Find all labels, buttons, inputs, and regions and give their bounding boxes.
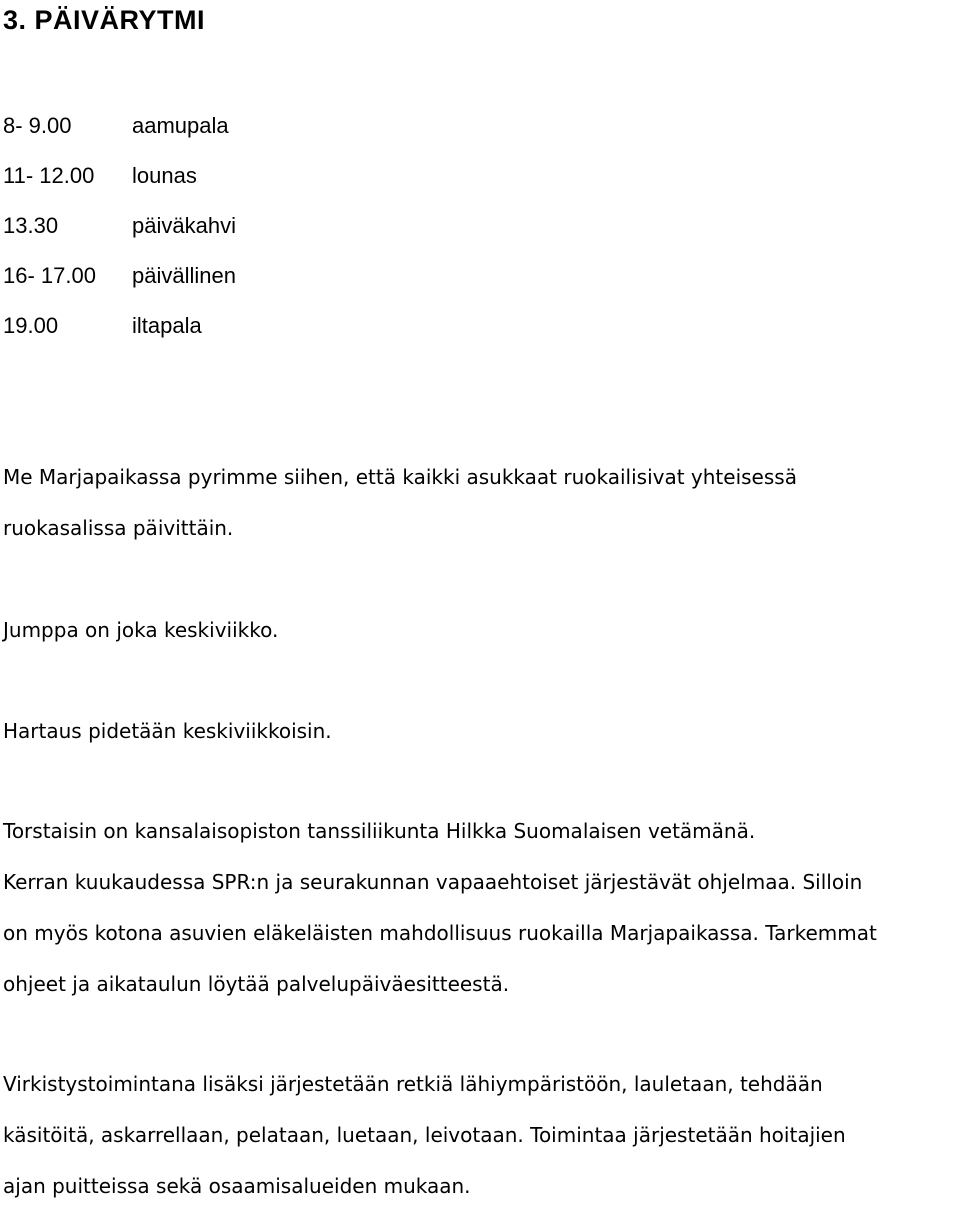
paragraph-line: ruokasalissa päivittäin. <box>3 516 234 540</box>
schedule-time: 13.30 <box>3 213 59 238</box>
paragraph-line: Me Marjapaikassa pyrimme siihen, että kaikki asukkaat ruokailisivat yhteisessä <box>3 465 797 489</box>
activities-paragraph <box>3 806 877 1010</box>
schedule-row <box>3 308 603 344</box>
schedule-meal: iltapala <box>132 313 202 338</box>
schedule-meal: päivällinen <box>132 263 236 288</box>
gym-paragraph <box>3 605 278 656</box>
schedule-meal: lounas <box>132 163 197 188</box>
paragraph-line: Virkistystoimintana lisäksi järjestetään retkiä lähiympäristöön, lauletaan, tehdään <box>3 1072 823 1096</box>
meals-paragraph <box>3 452 797 554</box>
paragraph-line: Hartaus pidetään keskiviikkoisin. <box>3 719 332 743</box>
paragraph-line: käsitöitä, askarrellaan, pelataan, luetaan, leivotaan. Toimintaa järjestetään hoitajien <box>3 1123 846 1147</box>
paragraph-line: on myös kotona asuvien eläkeläisten mahdollisuus ruokailla Marjapaikassa. Tarkemmat <box>3 921 877 945</box>
recreation-paragraph <box>3 1059 846 1212</box>
section-heading: 3. PÄIVÄRYTMI <box>3 5 206 35</box>
schedule-row <box>3 158 603 194</box>
schedule-time: 8- 9.00 <box>3 113 72 138</box>
paragraph-line: Kerran kuukaudessa SPR:n ja seurakunnan vapaaehtoiset järjestävät ohjelmaa. Silloin <box>3 870 863 894</box>
schedule-meal: päiväkahvi <box>132 213 236 238</box>
schedule-time: 16- 17.00 <box>3 263 96 288</box>
schedule-meal: aamupala <box>132 113 229 138</box>
paragraph-line: Torstaisin on kansalaisopiston tanssiliikunta Hilkka Suomalaisen vetämänä. <box>3 819 756 843</box>
schedule-time: 19.00 <box>3 313 59 338</box>
devotion-paragraph <box>3 706 332 757</box>
schedule-row <box>3 208 603 244</box>
schedule-row <box>3 108 603 144</box>
paragraph-line: ajan puitteissa sekä osaamisalueiden mukaan. <box>3 1174 471 1198</box>
schedule-time: 11- 12.00 <box>3 163 95 188</box>
paragraph-line: Jumppa on joka keskiviikko. <box>3 618 279 642</box>
schedule-row <box>3 258 603 294</box>
paragraph-line: ohjeet ja aikataulun löytää palvelupäiväesitteestä. <box>3 972 510 996</box>
